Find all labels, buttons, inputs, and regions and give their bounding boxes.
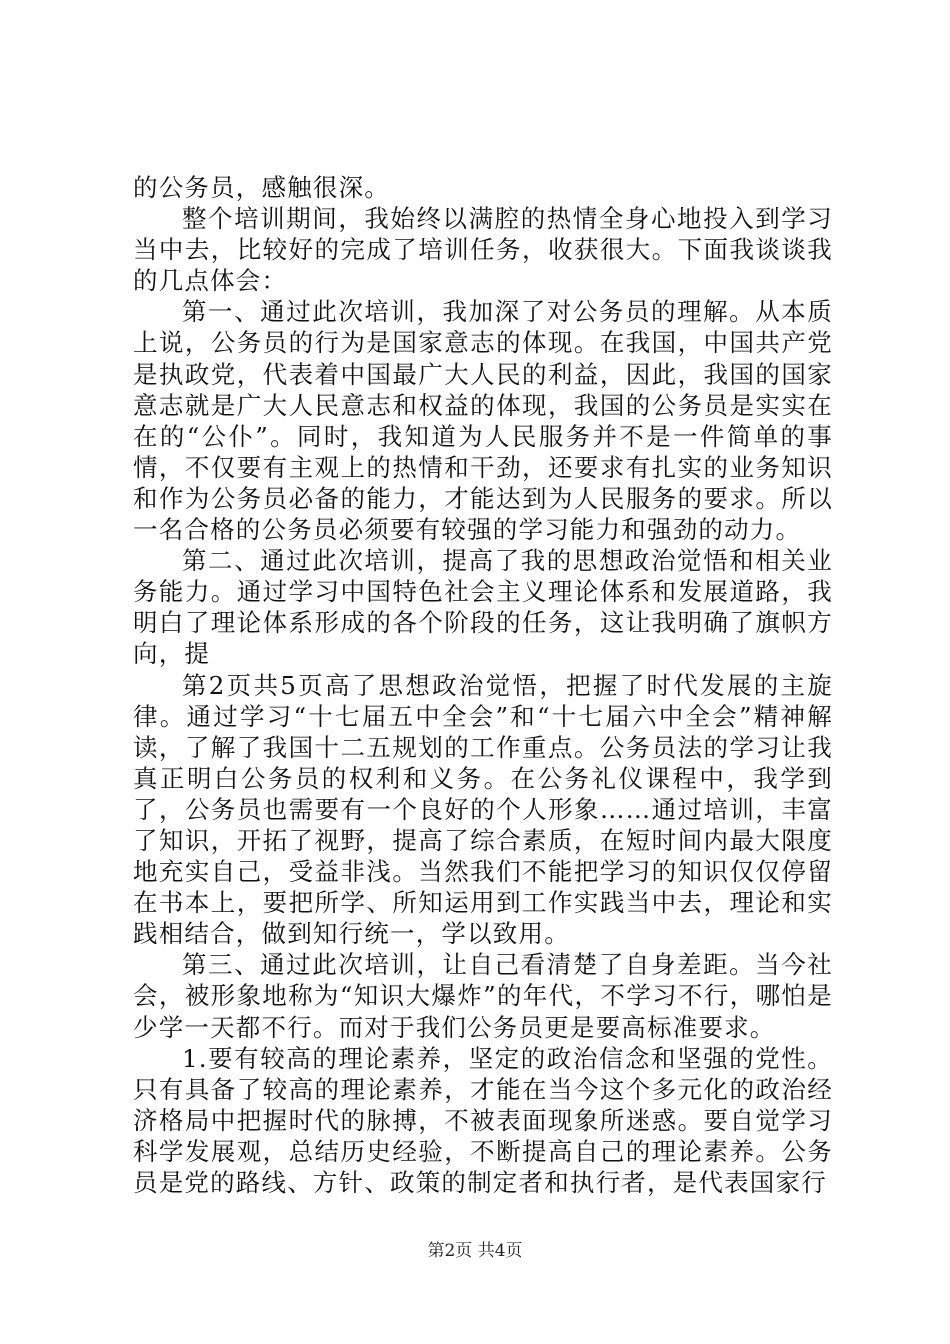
paragraph: 1.要有较高的理论素养，坚定的政治信念和坚强的党性。只有具备了较高的理论素养，才能在当今这个多元化的政治经济格局中把握时代的脉搏，不被表面现象所迷惑。要自觉学习科学发展观，总结历史经验，不断提高自己的理论素养。公务员是党的路线、方针、政策的制定者和执行者，是代表国家行 xyxy=(133,1043,833,1197)
paragraph: 的公务员，感触很深。 xyxy=(133,173,390,202)
paragraph: 第三、通过此次培训，让自己看清楚了自身差距。当今社会，被形象地称为“知识大爆炸”的年代，不学习不行，哪怕是少学一天都不行。而对于我们公务员更是要高标准要求。 xyxy=(133,950,833,1042)
paragraph: 整个培训期间，我始终以满腔的热情全身心地投入到学习当中去，比较好的完成了培训任务，收获很大。下面我谈谈我的几点体会： xyxy=(133,204,833,296)
paragraph: 第一、通过此次培训，我加深了对公务员的理解。从本质上说，公务员的行为是国家意志的体现。在我国，中国共产党是执政党，代表着中国最广大人民的利益，因此，我国的国家意志就是广大人民意志和权益的体现，我国的公务员是实实在在的“公仆”。同时，我知道为人民服务并不是一件简单的事情，不仅要有主观上的热情和干劲，还要求有扎实的业务知识和作为公务员必备的能力，才能达到为人民服务的要求。所以一名合格的公务员必须要有较强的学习能力和强劲的动力。 xyxy=(133,297,833,545)
page-number: 第2页 共4页 xyxy=(427,1241,523,1261)
paragraph: 第2页共5页高了思想政治觉悟，把握了时代发展的主旋律。通过学习“十七届五中全会”和“十七届六中全会”精神解读，了解了我国十二五规划的工作重点。公务员法的学习让我真正明白公务员的权利和义务。在公务礼仪课程中，我学到了，公务员也需要有一个良好的个人形象……通过培训，丰富了知识，开拓了视野，提高了综合素质，在短时间内最大限度地充实自己，受益非浅。当然我们不能把学习的知识仅仅停留在书本上，要把所学、所知运用到工作实践当中去，理论和实践相结合，做到知行统一，学以致用。 xyxy=(133,670,833,949)
page-footer xyxy=(0,1240,950,1262)
document-body xyxy=(133,172,833,1198)
paragraph: 第二、通过此次培训，提高了我的思想政治觉悟和相关业务能力。通过学习中国特色社会主义理论体系和发展道路，我明白了理论体系形成的各个阶段的任务，这让我明确了旗帜方向，提 xyxy=(133,546,833,669)
